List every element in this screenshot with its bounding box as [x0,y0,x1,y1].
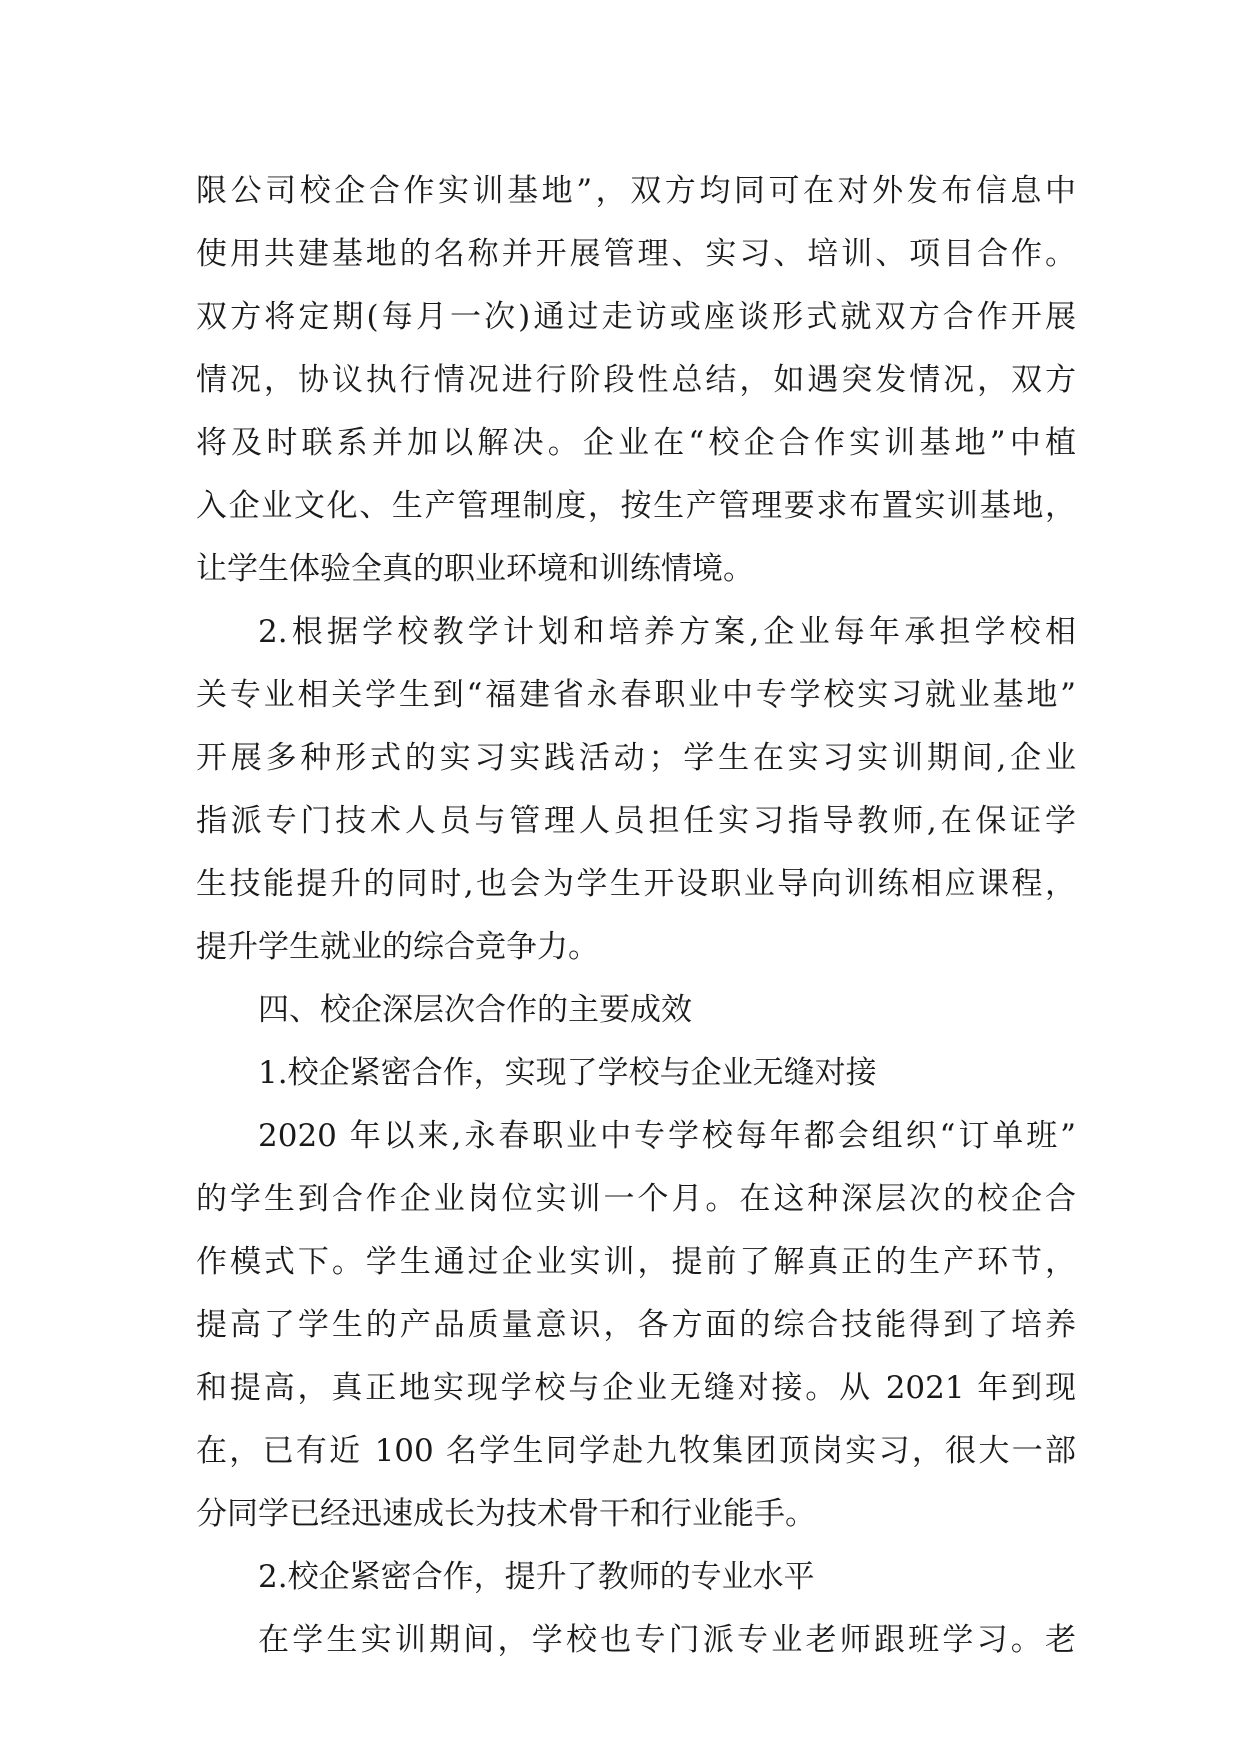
text-line: 开展多种形式的实习实践活动；学生在实习实训期间,企业 [196,740,1076,776]
paragraph-last-line: 让学生体验全真的职业环境和训练情境。 [196,551,754,587]
document-body [196,160,1076,1672]
paragraph-first-line: 在学生实训期间，学校也专门派专业老师跟班学习。老 [258,1622,1076,1658]
text-line: 生技能提升的同时,也会为学生开设职业导向训练相应课程， [196,866,1076,902]
text-line: 提高了学生的产品质量意识，各方面的综合技能得到了培养 [196,1307,1076,1343]
paragraph-first-line: 2020 年以来,永春职业中专学校每年都会组织“订单班” [258,1118,1076,1154]
text-line: 入企业文化、生产管理制度，按生产管理要求布置实训基地， [196,488,1076,524]
text-line: 指派专门技术人员与管理人员担任实习指导教师,在保证学 [196,803,1076,839]
text-line: 在，已有近 100 名学生同学赴九牧集团顶岗实习，很大一部 [196,1433,1076,1469]
text-line: 和提高，真正地实现学校与企业无缝对接。从 2021 年到现 [196,1370,1076,1406]
text-line: 作模式下。学生通过企业实训，提前了解真正的生产环节， [196,1244,1076,1280]
text-line: 关专业相关学生到“福建省永春职业中专学校实习就业基地” [196,677,1076,713]
paragraph-last-line: 分同学已经迅速成长为技术骨干和行业能手。 [196,1496,816,1532]
text-line: 的学生到合作企业岗位实训一个月。在这种深层次的校企合 [196,1181,1076,1217]
paragraph-first-line: 2.根据学校教学计划和培养方案,企业每年承担学校相 [258,614,1076,650]
text-line: 将及时联系并加以解决。企业在“校企合作实训基地”中植 [196,425,1076,461]
text-line: 限公司校企合作实训基地”，双方均同可在对外发布信息中 [196,173,1076,209]
subsection-heading: 2.校企紧密合作，提升了教师的专业水平 [258,1559,815,1595]
section-heading: 四、校企深层次合作的主要成效 [258,992,692,1028]
paragraph-last-line: 提升学生就业的综合竞争力。 [196,929,599,965]
text-line: 情况，协议执行情况进行阶段性总结，如遇突发情况，双方 [196,362,1076,398]
text-line: 双方将定期(每月一次)通过走访或座谈形式就双方合作开展 [196,299,1076,335]
text-line: 使用共建基地的名称并开展管理、实习、培训、项目合作。 [196,236,1076,272]
subsection-heading: 1.校企紧密合作，实现了学校与企业无缝对接 [258,1055,877,1091]
